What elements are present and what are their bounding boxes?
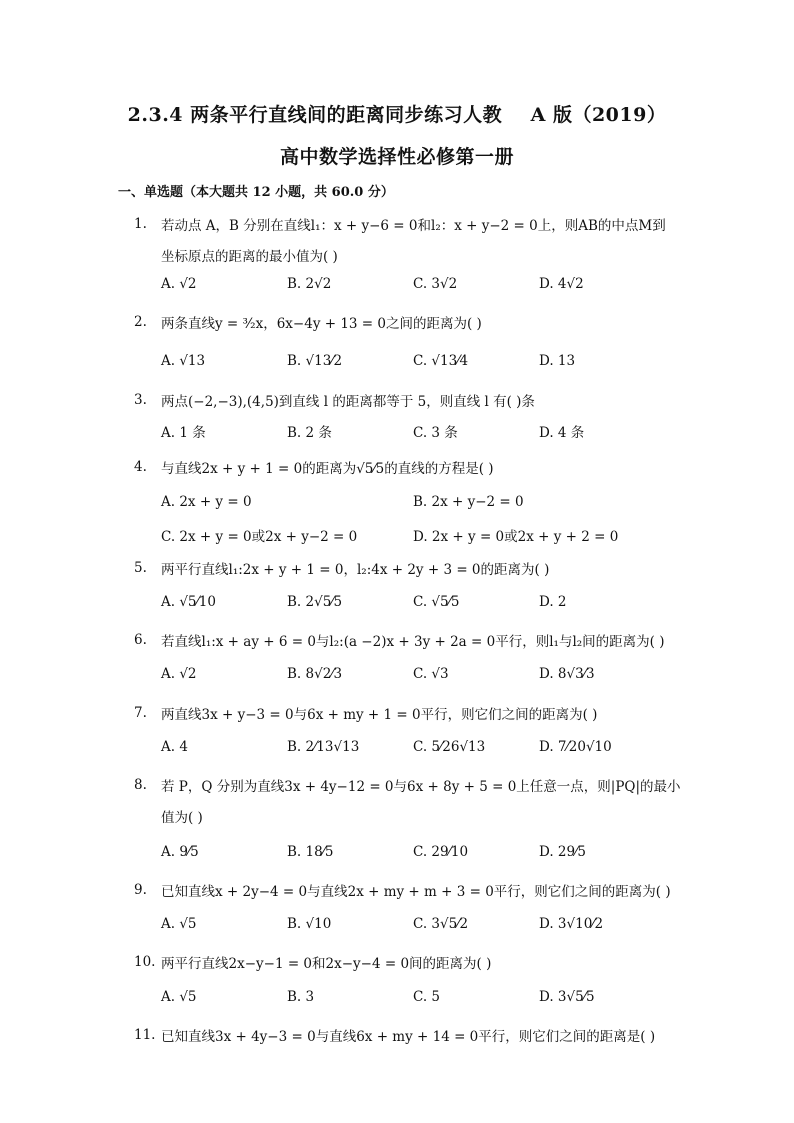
option-b: B. 2 条 xyxy=(287,425,332,441)
option-d: D. 29⁄5 xyxy=(539,844,586,860)
option-a: A. √5 xyxy=(161,989,197,1005)
option-a: A. 4 xyxy=(161,739,188,755)
option-b: B. 2⁄13√13 xyxy=(287,739,360,755)
question-number: 6. xyxy=(134,632,147,648)
question-text: 已知直线3x + 4y−3 = 0与直线6x + my + 14 = 0平行，则它们之间的距离是( ) xyxy=(161,1029,656,1045)
option-a: A. √2 xyxy=(161,276,197,292)
question-number: 1. xyxy=(134,216,147,232)
option-d: D. 13 xyxy=(539,353,576,369)
question-number: 4. xyxy=(134,459,147,475)
option-a: A. 9⁄5 xyxy=(161,844,199,860)
question-text: 若 P，Q 分别为直线3x + 4y−12 = 0与6x + 8y + 5 = 0上任意一点，则|PQ|的最小 xyxy=(161,779,681,795)
option-a: A. √5⁄10 xyxy=(161,594,216,610)
question-number: 3. xyxy=(134,392,147,408)
document-title-line-2: 高中数学选择性必修第一册 xyxy=(279,146,514,168)
question-number: 5. xyxy=(134,560,147,576)
option-c: C. √5⁄5 xyxy=(413,594,460,610)
option-b: B. 18⁄5 xyxy=(287,844,334,860)
question-number: 7. xyxy=(134,705,147,721)
question-text: 两点(−2,−3),(4,5)到直线 l 的距离都等于 5，则直线 l 有( )条 xyxy=(161,394,535,410)
document-title-line-1: 2.3.4 两条平行直线间的距离同步练习人教 A 版（2019） xyxy=(127,104,667,126)
option-c: C. 5 xyxy=(413,989,441,1005)
option-c: C. 5⁄26√13 xyxy=(413,739,486,755)
option-c: C. 3√5⁄2 xyxy=(413,916,469,932)
question-text-continued: 值为( ) xyxy=(161,810,203,826)
option-c: C. √13⁄4 xyxy=(413,353,469,369)
question-number: 9. xyxy=(134,882,147,898)
question-text: 已知直线x + 2y−4 = 0与直线2x + my + m + 3 = 0平行，则它们之间的距离为( ) xyxy=(161,884,671,900)
option-a: A. √2 xyxy=(161,666,197,682)
option-c: C. 3 条 xyxy=(413,425,458,441)
option-a: A. √13 xyxy=(161,353,206,369)
question-number: 11. xyxy=(134,1027,156,1043)
question-text: 两条直线y = ³⁄₂x，6x−4y + 13 = 0之间的距离为( ) xyxy=(161,316,482,332)
option-d: D. 4 条 xyxy=(539,425,585,441)
option-c: C. 29⁄10 xyxy=(413,844,469,860)
question-text: 若动点 A，B 分别在直线l₁：x + y−6 = 0和l₂：x + y−2 = 0上，则AB的中点M到 xyxy=(161,218,666,234)
option-b: B. 3 xyxy=(287,989,315,1005)
option-c: C. √3 xyxy=(413,666,449,682)
question-number: 10. xyxy=(134,954,156,970)
option-b: B. 2√2 xyxy=(287,276,332,292)
question-text: 两直线3x + y−3 = 0与6x + my + 1 = 0平行，则它们之间的距离为( ) xyxy=(161,707,598,723)
option-a: A. 1 条 xyxy=(161,425,206,441)
option-b: B. 8√2⁄3 xyxy=(287,666,343,682)
question-text: 若直线l₁:x + ay + 6 = 0与l₂:(a −2)x + 3y + 2a = 0平行，则l₁与l₂间的距离为( ) xyxy=(161,634,665,650)
option-d: D. 3√10⁄2 xyxy=(539,916,604,932)
option-b: B. 2√5⁄5 xyxy=(287,594,343,610)
question-text: 两平行直线2x−y−1 = 0和2x−y−4 = 0间的距离为( ) xyxy=(161,956,492,972)
question-text: 两平行直线l₁:2x + y + 1 = 0，l₂:4x + 2y + 3 = 0的距离为( ) xyxy=(161,562,550,578)
question-number: 8. xyxy=(134,777,147,793)
option-d: D. 8√3⁄3 xyxy=(539,666,595,682)
option-b: B. 2x + y−2 = 0 xyxy=(413,494,524,510)
option-d: D. 7⁄20√10 xyxy=(539,739,612,755)
question-text: 与直线2x + y + 1 = 0的距离为√5⁄5的直线的方程是( ) xyxy=(161,461,494,477)
option-d: D. 2x + y = 0或2x + y + 2 = 0 xyxy=(413,529,619,545)
option-d: D. 2 xyxy=(539,594,567,610)
question-text-continued: 坐标原点的距离的最小值为( ) xyxy=(161,249,338,265)
option-c: C. 2x + y = 0或2x + y−2 = 0 xyxy=(161,529,358,545)
option-a: A. √5 xyxy=(161,916,197,932)
option-d: D. 4√2 xyxy=(539,276,584,292)
option-b: B. √10 xyxy=(287,916,332,932)
section-heading: 一、单选题（本大题共 12 小题，共 60.0 分） xyxy=(118,185,394,200)
option-d: D. 3√5⁄5 xyxy=(539,989,595,1005)
option-c: C. 3√2 xyxy=(413,276,458,292)
option-b: B. √13⁄2 xyxy=(287,353,343,369)
option-a: A. 2x + y = 0 xyxy=(161,494,252,510)
question-number: 2. xyxy=(134,314,147,330)
